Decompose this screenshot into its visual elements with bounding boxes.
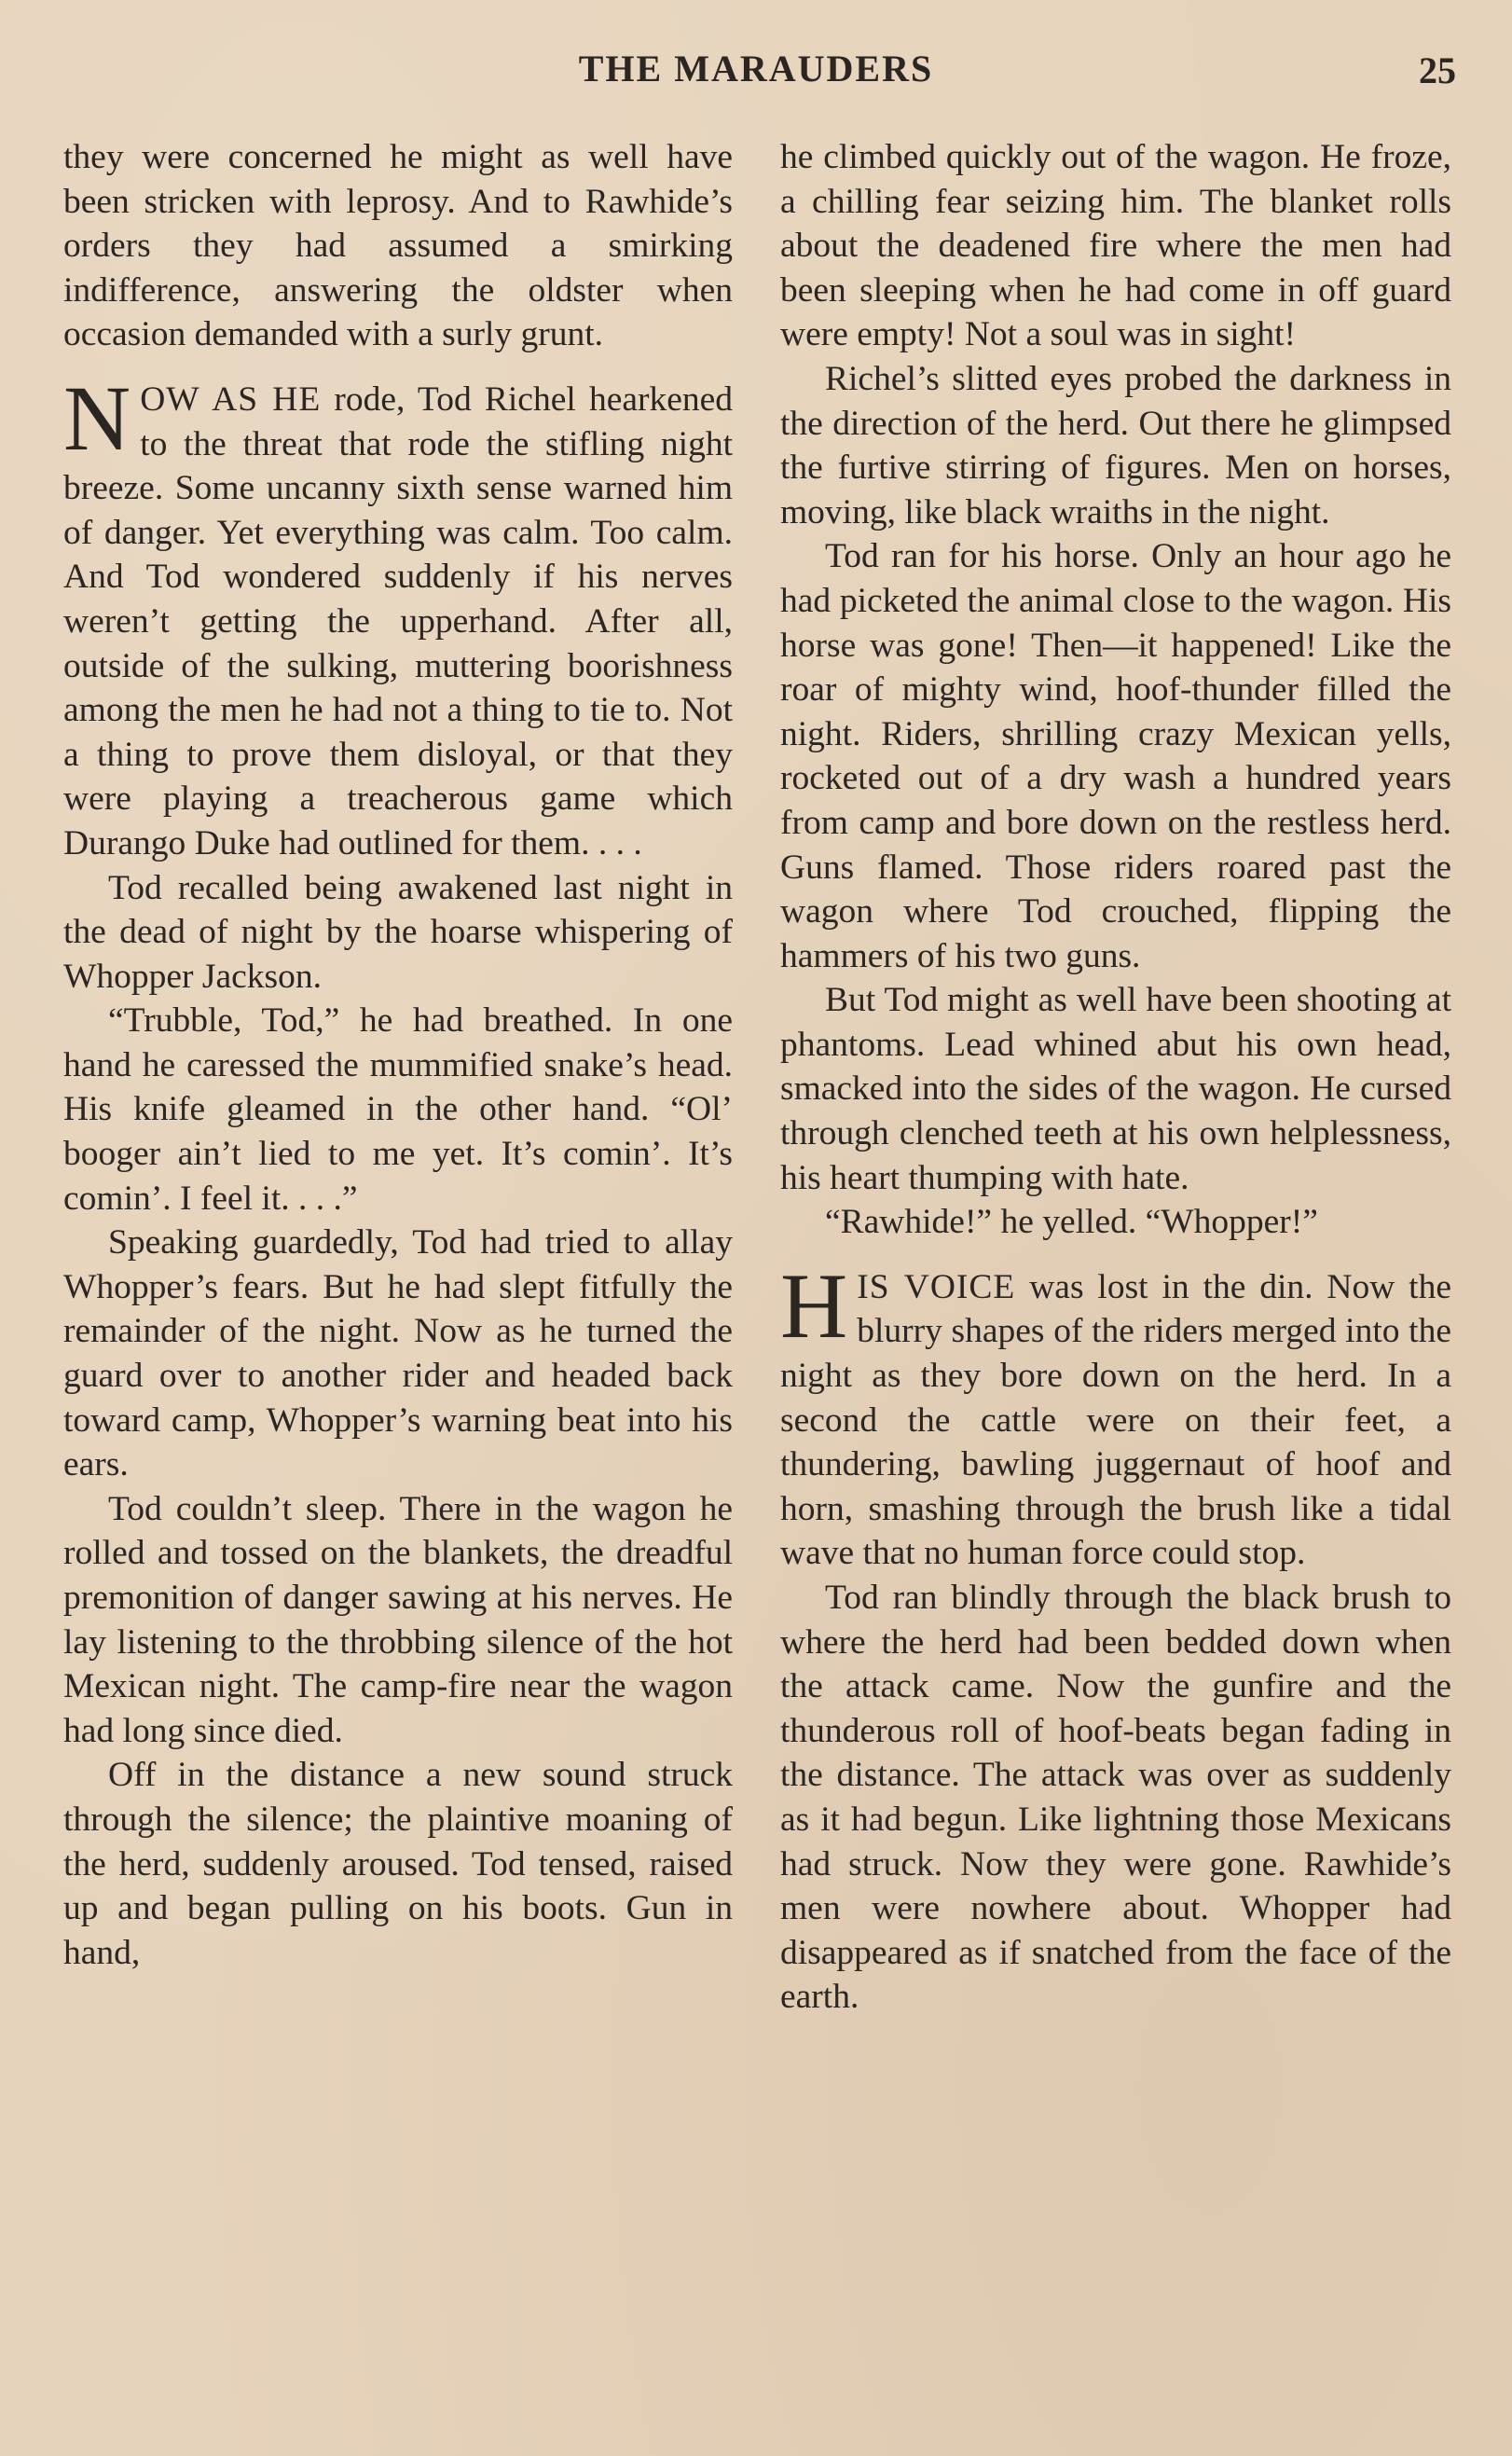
paragraph: Tod recalled being awakened last night in the dead of night by the hoarse whispering of Whopper Jackson. xyxy=(63,868,733,996)
paragraph: But Tod might as well have been shooting at phantoms. Lead whined abut his own head, smacked into the sides of the wagon. He cursed through clenched teeth at his own helplessness, his heart thumping with hate. xyxy=(780,981,1451,1197)
paragraph-text: rode, Tod Richel hearkened to the threat that rode the stifling night breeze. Some uncanny sixth sense warned him of danger. Yet everything was calm. Too calm. And Tod wondered suddenly if his nerves weren’t getting the upperhand. After all, outside of the sulking, muttering boorishness among the men he had not a thing to tie to. Not a thing to prove them disloyal, or that they were playing a treacherous game which Durango Duke had outlined for them. . . . xyxy=(63,379,734,862)
paragraph: Speaking guardedly, Tod had tried to allay Whopper’s fears. But he had slept fitfully the remainder of the night. Now as he turned the guard over to another rider and headed back toward camp, Whopper’s warning beat into his ears. xyxy=(63,1223,733,1484)
paragraph: “Trubble, Tod,” he had breathed. In one hand he caressed the mummified snake’s head. His knife gleamed in the other hand. “Ol’ booger ain’t lied to me yet. It’s comin’. It’s comin’. I feel it. . . .” xyxy=(63,1001,733,1218)
paragraph-text: was lost in the din. Now the blurry shapes of the riders merged into the night as they bore down on the herd. In a second the cattle were on their feet, a thundering, bawling juggernaut of hoof and horn, smashing through the brush like a tidal wave that no human force could stop. xyxy=(780,1267,1451,1573)
section-start-paragraph xyxy=(63,366,734,866)
running-title: THE MARAUDERS xyxy=(578,48,934,90)
paragraph: Tod ran blindly through the black brush to where the herd had been bedded down when the attack came. Now the gunfire and the thunderous roll of hoof-beats began fading in the distance. The attack was over as suddenly as it had begun. Like lightning those Mexicans had struck. Now they were gone. Rawhide’s men were nowhere about. Whopper had disappeared as if snatched from the face of the earth. xyxy=(780,1579,1451,2017)
lead-in-caps: IS VOICE xyxy=(857,1267,1016,1306)
paragraph: he climbed quickly out of the wagon. He froze, a chilling fear seizing him. The blanket rolls about the deadened fire where the men had been sleeping when he had come in off guard were empty! Not a soul was in sight! xyxy=(780,138,1451,354)
paragraph: Off in the distance a new sound struck through the silence; the plaintive moaning of the herd, suddenly aroused. Tod tensed, raised up and began pulling on his boots. Gun in hand, xyxy=(63,1756,733,1972)
right-column xyxy=(780,135,1451,2020)
paragraph: Tod ran for his horse. Only an hour ago he had picketed the animal close to the wagon. His horse was gone! Then—it happened! Like the roar of mighty wind, hoof-thunder filled the night. Riders, shrilling crazy Mexican yells, rocketed out of a dry wash a hundred years from camp and bore down on the restless herd. Guns flamed. Those riders roared past the wagon where Tod crouched, flipping the hammers of his two guns. xyxy=(780,537,1451,975)
page-number: 25 xyxy=(1419,49,1456,91)
drop-cap: H xyxy=(780,1253,848,1358)
paragraph: “Rawhide!” he yelled. “Whopper!” xyxy=(825,1203,1318,1242)
lead-in-caps: OW AS HE xyxy=(140,379,322,419)
drop-cap: N xyxy=(63,366,131,470)
left-column xyxy=(63,135,733,1975)
section-start-paragraph xyxy=(780,1253,1451,1576)
page-header xyxy=(0,47,1512,103)
paragraph: Richel’s slitted eyes probed the darkness in the direction of the herd. Out there he glimpsed the furtive stirring of figures. Men on horses, moving, like black wraiths in the night. xyxy=(780,359,1451,531)
paragraph: Tod couldn’t sleep. There in the wagon he rolled and tossed on the blankets, the dreadful premonition of danger sawing at his nerves. He lay listening to the throbbing silence of the hot Mexican night. The camp-fire near the wagon had long since died. xyxy=(63,1489,733,1750)
paragraph: they were concerned he might as well have been stricken with leprosy. And to Rawhide’s orders they had assumed a smirking indifference, answering the oldster when occasion demanded with a surly grunt. xyxy=(63,138,733,354)
